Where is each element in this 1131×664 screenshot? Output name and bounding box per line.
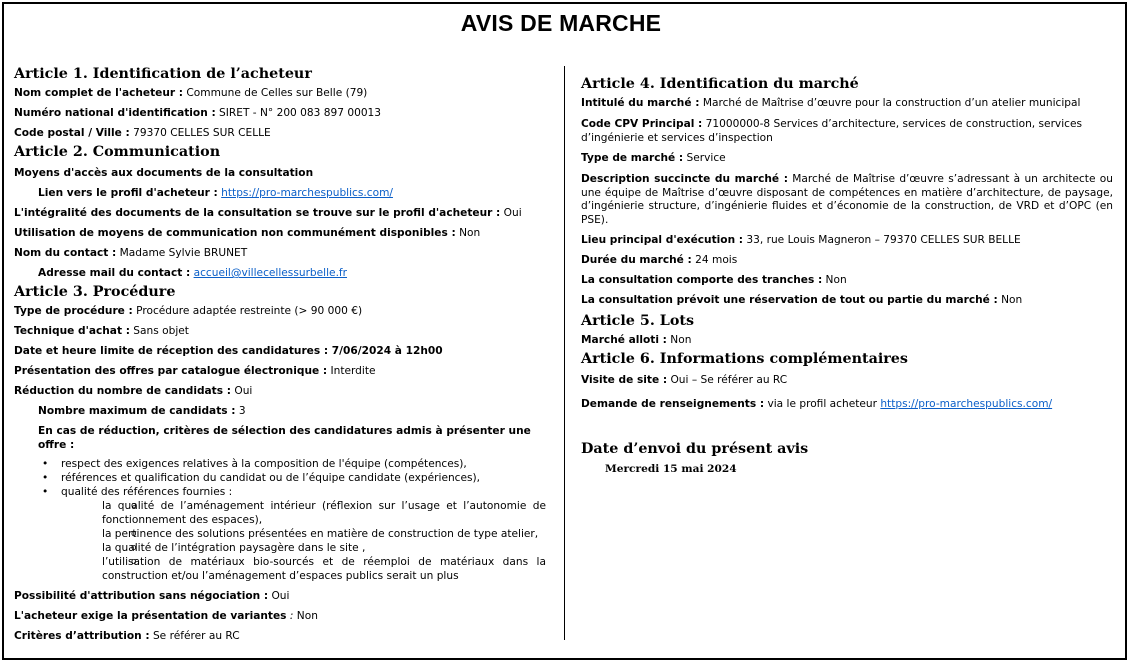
procedure-type-label: Type de procédure : [14, 305, 133, 317]
column-divider [564, 66, 565, 640]
duration-label: Durée du marché : [581, 254, 692, 266]
contact-email-link[interactable]: accueil@villecellessurbelle.fr [193, 267, 348, 279]
documents-row [14, 206, 546, 220]
contact-email-row [14, 266, 546, 280]
article-2-heading: Article 2. Communication [14, 144, 221, 160]
variants-colon: : [286, 610, 294, 622]
contract-title-row [581, 96, 1113, 110]
access-means-row [14, 166, 546, 180]
tranches-row [581, 273, 1113, 287]
selection-criteria-row [14, 424, 546, 452]
page-title: AVIS DE MARCHE [460, 10, 662, 36]
buyer-profile-link[interactable]: https://pro-marchespublics.com/ [221, 187, 393, 199]
national-id-value: SIRET - N° 200 083 897 00013 [215, 107, 382, 119]
purchase-technique-value: Sans objet [129, 325, 189, 337]
lots-row [581, 333, 1113, 347]
tranches-label: La consultation comporte des tranches : [581, 274, 823, 286]
buyer-name-label: Nom complet de l'acheteur : [14, 87, 184, 99]
reservation-label: La consultation prévoit une réservation de tout ou partie du marché : [581, 294, 998, 306]
sub-criteria-list [61, 499, 546, 583]
contact-name-row [14, 246, 546, 260]
no-negotiation-label: Possibilité d'attribution sans négociation : [14, 590, 269, 602]
cpv-label: Code CPV Principal : [581, 118, 703, 130]
catalogue-label: Présentation des offres par catalogue électronique : [14, 365, 328, 377]
site-visit-label: Visite de site : [581, 374, 668, 386]
access-means-label: Moyens d'accès aux documents de la consultation [14, 167, 314, 179]
info-request-row [581, 397, 1113, 411]
reservation-row [581, 293, 1113, 307]
sub-list-item: o la pertinence des solutions présentées en matière de construction de type atelier, [61, 527, 546, 541]
deadline-row [14, 344, 546, 358]
site-visit-value: Oui – Se référer au RC [667, 374, 788, 386]
send-date-heading: Date d’envoi du présent avis [581, 441, 809, 457]
info-request-value: via le profil acheteur [764, 398, 881, 410]
variants-label: L'acheteur exige la présentation de variantes [14, 610, 287, 622]
lots-label: Marché alloti : [581, 334, 667, 346]
left-column [14, 64, 546, 643]
article-4-heading: Article 4. Identification du marché [581, 76, 859, 92]
comm-means-value: Non [455, 227, 481, 239]
reservation-value: Non [997, 294, 1023, 306]
buyer-profile-row [14, 186, 546, 200]
buyer-name-value: Commune de Celles sur Belle (79) [183, 87, 368, 99]
lots-value: Non [666, 334, 692, 346]
right-column [581, 74, 1113, 475]
deadline-label: Date et heure limite de réception des candidatures : 7/06/2024 à 12h00 [14, 345, 443, 357]
national-id-label: Numéro national d'identification : [14, 107, 216, 119]
duration-value: 24 mois [691, 254, 738, 266]
comm-means-label: Utilisation de moyens de communication non communément disponibles : [14, 227, 456, 239]
article-3-heading: Article 3. Procédure [14, 284, 176, 300]
variants-value: Non [293, 610, 318, 622]
contact-email-label: Adresse mail du contact : [38, 267, 191, 279]
max-candidates-value: 3 [235, 405, 246, 417]
sub-list-item: o la qualité de l’aménagement intérieur (réflexion sur l’usage et l’autonomie de fonctionnement des espaces), [61, 499, 546, 527]
award-criteria-row [14, 629, 546, 643]
contract-type-row [581, 151, 1113, 165]
list-item: • références et qualification du candidat ou de l’équipe candidate (expériences), [14, 471, 546, 485]
catalogue-value: Interdite [327, 365, 376, 377]
description-label: Description succincte du marché : [581, 173, 788, 185]
buyer-name-row [14, 86, 546, 100]
description-value: Marché de Maîtrise d’œuvre s’adressant à un architecte ou une équipe de Maîtrise d’œuvre disposant de compétences en matière d’architecture, de paysage, d’ingénierie structure, d’ingénierie fluides et d’économie de la construction, de VRD et d’OPC (en PSE). [581, 173, 1113, 226]
info-request-label: Demande de renseignements : [581, 398, 765, 410]
reduction-label: Réduction du nombre de candidats : [14, 385, 231, 397]
procedure-type-row [14, 304, 546, 318]
national-id-row [14, 106, 546, 120]
max-candidates-row [14, 404, 546, 418]
duration-row [581, 253, 1113, 267]
comm-means-row [14, 226, 546, 240]
contact-name-value: Madame Sylvie BRUNET [116, 247, 248, 259]
reduction-row [14, 384, 546, 398]
sub-list-item: o l’utilisation de matériaux bio-sourcés et de réemploi de matériaux dans la construction et/ou l’aménagement d’espaces publics serait un plus [61, 555, 546, 583]
reduction-value: Oui [230, 385, 253, 397]
postal-code-row [14, 126, 546, 140]
contract-type-label: Type de marché : [581, 152, 684, 164]
description-row [581, 173, 1113, 227]
buyer-profile-label: Lien vers le profil d'acheteur : [38, 187, 218, 199]
article-5-heading: Article 5. Lots [581, 313, 695, 329]
contract-type-value: Service [683, 152, 726, 164]
article-1-heading: Article 1. Identification de l’acheteur [14, 66, 312, 82]
postal-code-value: 79370 CELLES SUR CELLE [129, 127, 271, 139]
procedure-type-value: Procédure adaptée restreinte (> 90 000 €) [132, 305, 363, 317]
location-row [581, 233, 1113, 247]
postal-code-label: Code postal / Ville : [14, 127, 130, 139]
list-item: • respect des exigences relatives à la composition de l'équipe (compétences), [14, 457, 546, 471]
tranches-value: Non [822, 274, 847, 286]
sub-list-item: o la qualité de l’intégration paysagère dans le site , [61, 541, 546, 555]
list-item [14, 485, 546, 583]
list-item-text: qualité des références fournies : [61, 486, 233, 498]
documents-label: L'intégralité des documents de la consultation se trouve sur le profil d'acheteur : [14, 207, 501, 219]
no-negotiation-value: Oui [268, 590, 290, 602]
variants-row [14, 609, 546, 623]
article-6-heading: Article 6. Informations complémentaires [581, 351, 908, 367]
cpv-row [581, 117, 1113, 145]
purchase-technique-label: Technique d'achat : [14, 325, 130, 337]
cpv-value: 71000000-8 Services d’architecture, services de construction, services d’ingénierie et services d’inspection [581, 118, 1083, 144]
site-visit-row [581, 373, 1113, 387]
no-negotiation-row [14, 589, 546, 603]
info-request-link[interactable]: https://pro-marchespublics.com/ [880, 398, 1053, 410]
send-date-value: Mercredi 15 mai 2024 [605, 463, 737, 475]
max-candidates-label: Nombre maximum de candidats : [38, 405, 236, 417]
selection-criteria-label: En cas de réduction, critères de sélection des candidatures admis à présenter une offre : [38, 425, 531, 451]
award-criteria-label: Critères d’attribution : [14, 630, 150, 642]
contract-title-value: Marché de Maîtrise d’œuvre pour la construction d’un atelier municipal [699, 97, 1081, 109]
award-criteria-value: Se référer au RC [149, 630, 240, 642]
documents-value: Oui [500, 207, 522, 219]
location-label: Lieu principal d'exécution : [581, 234, 744, 246]
purchase-technique-row [14, 324, 546, 338]
criteria-list [14, 457, 546, 583]
contract-title-label: Intitulé du marché : [581, 97, 700, 109]
location-value: 33, rue Louis Magneron – 79370 CELLES SUR BELLE [743, 234, 1021, 246]
catalogue-row [14, 364, 546, 378]
contact-name-label: Nom du contact : [14, 247, 117, 259]
